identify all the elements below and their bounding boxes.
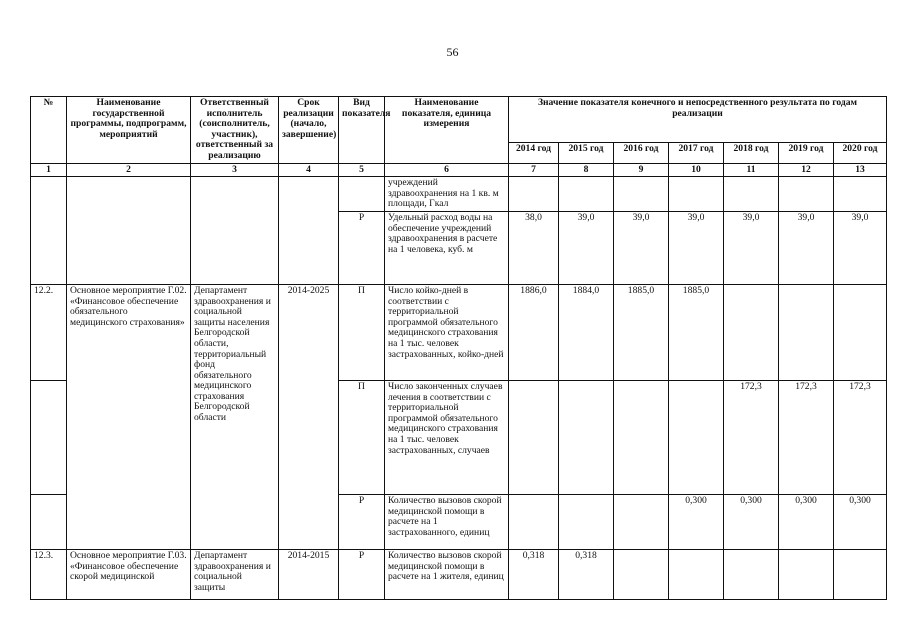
cell-value <box>509 380 559 494</box>
cell-indicator: учреждений здравоохранения на 1 кв. м площади, Гкал <box>385 177 509 212</box>
header-period: Срок реализации (начало, завершение) <box>279 97 339 164</box>
cell-value <box>724 177 779 212</box>
column-number: 8 <box>559 163 614 177</box>
cell-name: Основное мероприятие Г.02. «Финансовое обеспечение обязательного медицинского страхования» <box>67 284 191 549</box>
cell-value: 39,0 <box>669 211 724 284</box>
header-indicator: Наименование показателя, единица измерения <box>385 97 509 164</box>
header-year: 2018 год <box>724 142 779 163</box>
cell-kind: Р <box>339 549 385 599</box>
cell-value: 0,300 <box>834 494 887 549</box>
cell-value <box>669 380 724 494</box>
table-row <box>31 177 887 212</box>
header-values-group: Значение показателя конечного и непосредственного результата по годам реализации <box>509 97 887 143</box>
cell-value <box>509 494 559 549</box>
cell-value <box>724 549 779 599</box>
cell-value: 1884,0 <box>559 284 614 380</box>
header-row <box>31 97 887 143</box>
cell-name <box>67 177 191 285</box>
header-year: 2015 год <box>559 142 614 163</box>
column-number: 7 <box>509 163 559 177</box>
indicator-table <box>30 96 887 600</box>
cell-value: 0,300 <box>724 494 779 549</box>
cell-value: 0,318 <box>509 549 559 599</box>
cell-value: 172,3 <box>779 380 834 494</box>
cell-value <box>669 177 724 212</box>
cell-indicator: Количество вызовов скорой медицинской помощи в расчете на 1 жителя, единиц <box>385 549 509 599</box>
cell-value: 0,300 <box>669 494 724 549</box>
header-year: 2020 год <box>834 142 887 163</box>
cell-value <box>614 380 669 494</box>
column-number: 13 <box>834 163 887 177</box>
page-number: 56 <box>446 45 459 59</box>
header-year: 2017 год <box>669 142 724 163</box>
cell-value <box>779 177 834 212</box>
cell-kind: П <box>339 284 385 380</box>
cell-indicator: Число законченных случаев лечения в соответствии с территориальной программой обязательного медицинского страхования на 1 тыс. человек застрахованных, случаев <box>385 380 509 494</box>
cell-no <box>31 177 67 285</box>
cell-value: 39,0 <box>779 211 834 284</box>
column-number: 9 <box>614 163 669 177</box>
cell-value <box>779 284 834 380</box>
cell-kind: Р <box>339 211 385 284</box>
cell-value <box>834 284 887 380</box>
cell-kind <box>339 177 385 212</box>
cell-value <box>834 549 887 599</box>
cell-value: 39,0 <box>559 211 614 284</box>
cell-value: 1886,0 <box>509 284 559 380</box>
cell-kind: Р <box>339 494 385 549</box>
header-year: 2014 год <box>509 142 559 163</box>
cell-no: 12.3. <box>31 549 67 599</box>
cell-value <box>614 177 669 212</box>
column-number: 11 <box>724 163 779 177</box>
cell-kind: П <box>339 380 385 494</box>
cell-no: 12.2. <box>31 284 67 380</box>
column-number: 5 <box>339 163 385 177</box>
cell-period: 2014-2025 <box>279 284 339 549</box>
cell-period: 2014-2015 <box>279 549 339 599</box>
column-number: 1 <box>31 163 67 177</box>
cell-value: 1885,0 <box>614 284 669 380</box>
cell-value: 39,0 <box>724 211 779 284</box>
cell-executor <box>191 177 279 285</box>
column-number: 10 <box>669 163 724 177</box>
header-no: № <box>31 97 67 164</box>
header-year: 2016 год <box>614 142 669 163</box>
column-number: 4 <box>279 163 339 177</box>
cell-value: 0,318 <box>559 549 614 599</box>
cell-value <box>559 494 614 549</box>
column-number: 6 <box>385 163 509 177</box>
cell-value <box>559 380 614 494</box>
column-number: 3 <box>191 163 279 177</box>
cell-value: 39,0 <box>834 211 887 284</box>
cell-executor: Департамент здравоохранения и социальной защиты <box>191 549 279 599</box>
cell-value <box>559 177 614 212</box>
cell-value: 0,300 <box>779 494 834 549</box>
cell-no <box>31 380 67 494</box>
cell-period <box>279 177 339 285</box>
cell-value <box>669 549 724 599</box>
header-kind: Вид показателя <box>339 97 385 164</box>
header-name: Наименование государственной программы, подпрограмм, мероприятий <box>67 97 191 164</box>
cell-value: 39,0 <box>614 211 669 284</box>
table-row <box>31 284 887 380</box>
cell-value <box>509 177 559 212</box>
header-year: 2019 год <box>779 142 834 163</box>
column-number: 2 <box>67 163 191 177</box>
table-row <box>31 549 887 599</box>
cell-indicator: Удельный расход воды на обеспечение учреждений здравоохранения в расчете на 1 человека, куб. м <box>385 211 509 284</box>
cell-value <box>724 284 779 380</box>
cell-value: 1885,0 <box>669 284 724 380</box>
header-executor: Ответственный исполнитель (соисполнитель, участник), ответственный за реализацию <box>191 97 279 164</box>
cell-value <box>834 177 887 212</box>
cell-no <box>31 494 67 549</box>
cell-value <box>614 494 669 549</box>
cell-value: 38,0 <box>509 211 559 284</box>
cell-value <box>779 549 834 599</box>
cell-value: 172,3 <box>724 380 779 494</box>
cell-executor: Департамент здравоохранения и социальной защиты населения Белгородской области, территориальный фонд обязательного медицинского страхования Белгородской области <box>191 284 279 549</box>
cell-name: Основное мероприятие Г.03. «Финансовое обеспечение скорой медицинской <box>67 549 191 599</box>
cell-indicator: Число койко-дней в соответствии с территориальной программой обязательного медицинского страхования на 1 тыс. человек застрахованных, койко-дней <box>385 284 509 380</box>
column-numbers-row <box>31 163 887 177</box>
cell-value: 172,3 <box>834 380 887 494</box>
cell-value <box>614 549 669 599</box>
column-number: 12 <box>779 163 834 177</box>
cell-indicator: Количество вызовов скорой медицинской помощи в расчете на 1 застрахованного, единиц <box>385 494 509 549</box>
